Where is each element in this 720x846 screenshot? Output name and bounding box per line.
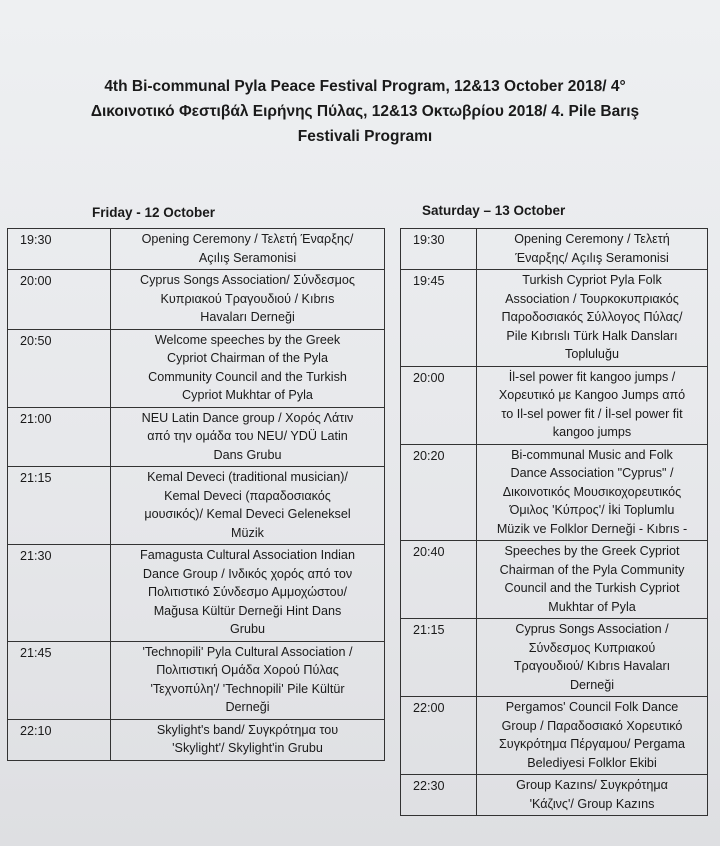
event-line: Chairman of the Pyla Community: [499, 562, 685, 577]
friday-schedule-table: [7, 228, 385, 761]
event-description: [477, 229, 708, 270]
event-line: Cypriot Chairman of the Pyla: [167, 351, 328, 365]
event-description: [477, 270, 708, 367]
event-description: [477, 697, 708, 775]
event-line: Association / Τουρκοκυπριακός: [505, 291, 679, 306]
event-line: Cyprus Songs Association/ Σύνδεσμος: [140, 273, 355, 287]
event-line: Mağusa Kültür Derneği Hint Dans: [153, 603, 342, 618]
event-line: Χορευτικό με Kangoo Jumps από: [498, 388, 686, 402]
event-time: 22:00: [401, 697, 477, 775]
event-line: Turkish Cypriot Pyla Folk: [522, 273, 662, 287]
event-time: 19:30: [8, 229, 111, 270]
event-line: Müzik: [231, 525, 264, 540]
event-line: Famagusta Cultural Association Indian: [140, 548, 355, 562]
event-line: Pile Kıbrıslı Türk Halk Dansları: [506, 328, 678, 343]
event-line: το Il-sel power fit / İl-sel power fit: [501, 406, 683, 421]
saturday-heading: Saturday – 13 October: [422, 203, 566, 218]
event-time: 22:30: [401, 775, 477, 816]
schedule-row: [8, 545, 385, 642]
schedule-row: [401, 775, 708, 816]
title-line: Festivali Programı: [297, 128, 433, 145]
event-description: [111, 229, 385, 270]
title-line: Δικοινοτικό Φεστιβάλ Ειρήνης Πύλας, 12&13 Οκτωβρίου 2018/ 4. Pile Barış: [90, 103, 640, 120]
event-time: 20:40: [401, 541, 477, 619]
schedule-row: [401, 366, 708, 444]
schedule-row: [8, 229, 385, 270]
event-description: [111, 467, 385, 545]
title-line: 4th Bi-communal Pyla Peace Festival Program, 12&13 October 2018/ 4°: [104, 78, 626, 95]
event-line: Açılış Seramonisi: [198, 250, 297, 265]
event-line: 'Τεχνοπύλη'/ 'Technopili' Pile Kültür: [150, 681, 345, 696]
event-line: από την ομάδα του NEU/ YDÜ Latin: [147, 429, 348, 443]
event-line: Cyprus Songs Association /: [515, 622, 669, 636]
event-line: Derneği: [225, 700, 270, 714]
event-line: Pergamos' Council Folk Dance: [505, 700, 679, 714]
event-line: Dance Association "Cyprus" /: [510, 466, 674, 480]
event-line: NEU Latin Dance group / Χορός Λάτιν: [141, 410, 354, 425]
event-time: 21:15: [8, 467, 111, 545]
event-description: [477, 444, 708, 541]
event-line: Dance Group / Ινδικός χορός από τον: [142, 566, 353, 581]
event-line: Πολιτιστική Ομάδα Χορού Πύλας: [156, 663, 339, 677]
event-time: 22:10: [8, 719, 111, 760]
event-line: Grubu: [229, 622, 265, 636]
event-line: Belediyesi Folklor Ekibi: [527, 755, 657, 770]
event-line: Group Kazıns/ Συγκρότημα: [516, 778, 668, 792]
schedule-row: [8, 329, 385, 407]
schedule-row: [401, 444, 708, 541]
schedule-row: [401, 619, 708, 697]
event-line: Τραγουδιού/ Kıbrıs Havaları: [513, 659, 671, 673]
event-line: Derneği: [569, 677, 615, 692]
schedule-row: [8, 641, 385, 719]
event-line: Opening Ceremony / Τελετή: [514, 232, 670, 246]
event-description: [477, 775, 708, 816]
event-line: Opening Ceremony / Τελετή Έναρξης/: [141, 232, 354, 246]
event-description: [111, 407, 385, 467]
event-line: Δικοινοτικός Μουσικοχορευτικός: [502, 484, 682, 499]
event-line: Skylight's band/ Συγκρότημα του: [156, 722, 339, 737]
event-description: [477, 366, 708, 444]
event-line: Welcome speeches by the Greek: [154, 332, 341, 347]
event-line: Topluluğu: [565, 347, 619, 361]
friday-heading: Friday - 12 October: [92, 205, 216, 220]
event-time: 20:50: [8, 329, 111, 407]
schedule-row: [8, 270, 385, 330]
event-line: Cypriot Mukhtar of Pyla: [182, 388, 313, 402]
event-time: 20:00: [401, 366, 477, 444]
schedule-row: [8, 407, 385, 467]
event-line: μουσικός)/ Kemal Deveci Geleneksel: [144, 507, 351, 521]
event-time: 19:30: [401, 229, 477, 270]
event-description: [111, 329, 385, 407]
event-line: İl-sel power fit kangoo jumps /: [508, 369, 676, 384]
saturday-schedule-table: [400, 228, 708, 816]
event-line: Müzik ve Folklor Derneği - Kıbrıs -: [496, 521, 688, 536]
event-line: 'Technopili' Pyla Cultural Association /: [142, 644, 353, 659]
event-line: Κυπριακού Τραγουδιού / Kıbrıs: [160, 291, 335, 306]
event-time: 21:15: [401, 619, 477, 697]
event-line: Kemal Deveci (παραδοσιακός: [164, 488, 331, 503]
event-time: 21:45: [8, 641, 111, 719]
event-line: kangoo jumps: [552, 425, 632, 439]
event-line: Dans Grubu: [213, 447, 282, 462]
event-line: 'Κάζινς'/ Group Kazıns: [529, 796, 655, 811]
schedule-row: [8, 467, 385, 545]
event-time: 20:20: [401, 444, 477, 541]
schedule-row: [401, 697, 708, 775]
event-line: Συγκρότημα Πέργαμου/ Pergama: [499, 737, 685, 751]
program-title: [40, 74, 690, 149]
event-line: Bi-communal Music and Folk: [511, 447, 673, 462]
event-line: Σύνδεσμος Κυπριακού: [528, 640, 656, 655]
event-line: Παροδοσιακός Σύλλογος Πύλας/: [501, 310, 683, 324]
event-line: Group / Παραδοσιακό Χορευτικό: [501, 718, 683, 733]
event-line: Mukhtar of Pyla: [548, 599, 636, 614]
event-description: [111, 545, 385, 642]
event-time: 20:00: [8, 270, 111, 330]
event-description: [111, 719, 385, 760]
event-description: [111, 641, 385, 719]
schedule-row: [401, 541, 708, 619]
event-line: Havaları Derneği: [200, 310, 295, 324]
event-line: Community Council and the Turkish: [148, 369, 347, 384]
event-description: [111, 270, 385, 330]
event-description: [477, 541, 708, 619]
event-time: 19:45: [401, 270, 477, 367]
event-line: 'Skylight'/ Skylight'in Grubu: [172, 741, 323, 755]
event-time: 21:30: [8, 545, 111, 642]
schedule-row: [401, 229, 708, 270]
schedule-row: [401, 270, 708, 367]
event-line: Speeches by the Greek Cypriot: [504, 544, 680, 558]
event-time: 21:00: [8, 407, 111, 467]
event-description: [477, 619, 708, 697]
event-line: Council and the Turkish Cypriot: [504, 581, 680, 595]
event-line: Πολιτιστικό Σύνδεσμο Αμμοχώστου/: [148, 585, 347, 599]
schedule-row: [8, 719, 385, 760]
event-line: Kemal Deveci (traditional musician)/: [147, 470, 348, 484]
event-line: Έναρξης/ Açılış Seramonisi: [515, 250, 669, 265]
event-line: Όμιλος 'Κύπρος'/ İki Toplumlu: [509, 503, 675, 517]
